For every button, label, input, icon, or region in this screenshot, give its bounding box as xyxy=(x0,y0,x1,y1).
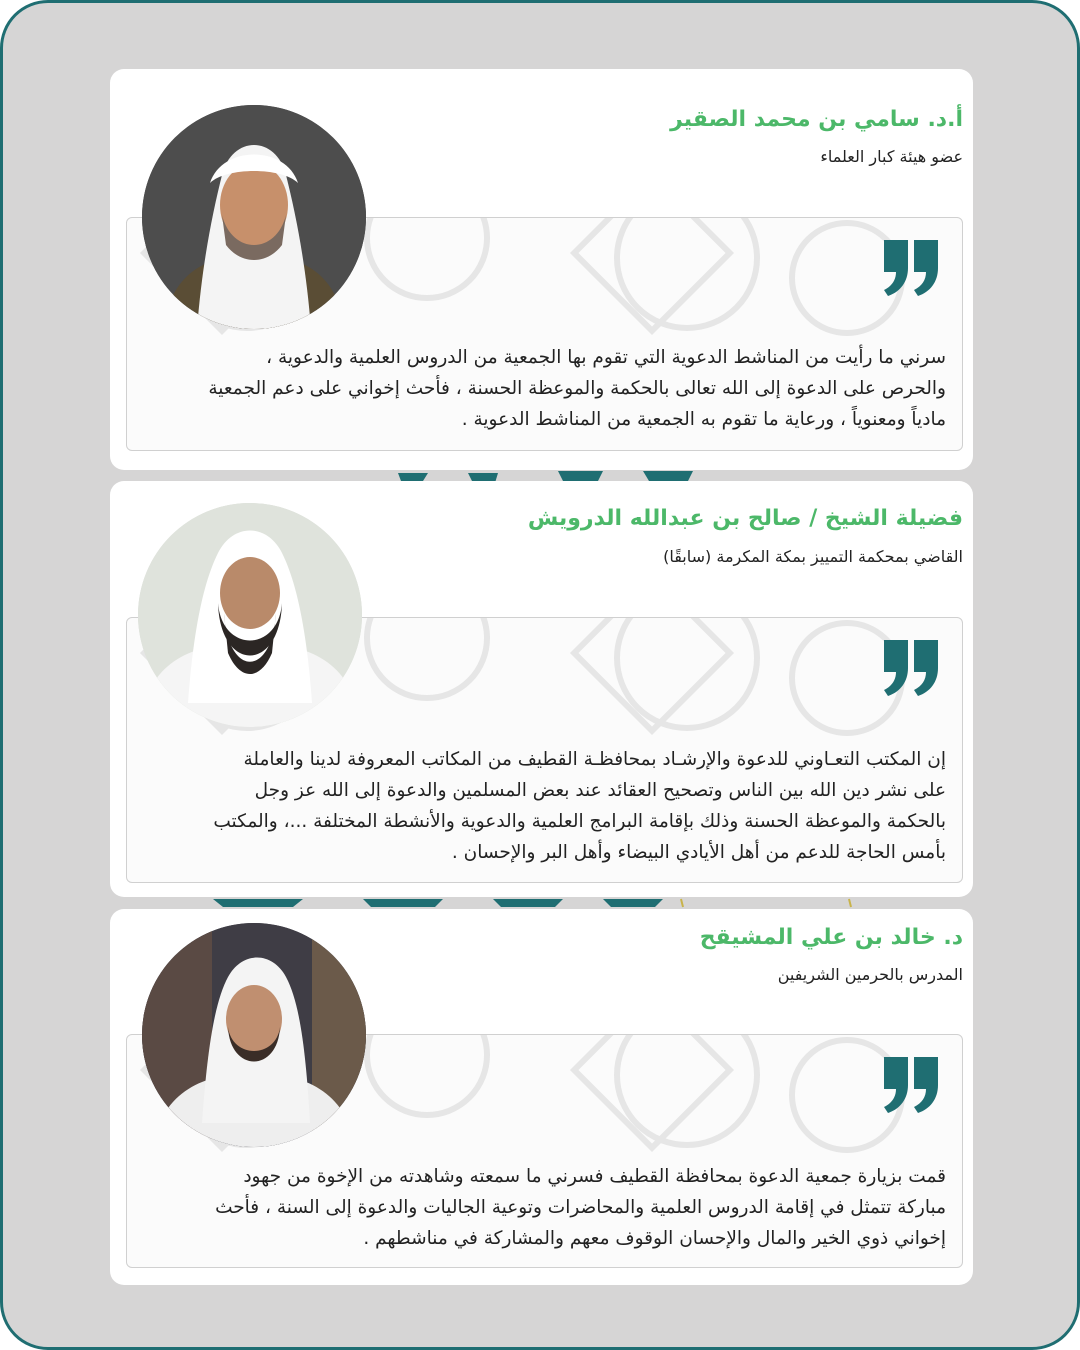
quote-line: مباركة تتمثل في إقامة الدروس العلمية والمحاضرات وتوعية الجاليات والدعوة إلى السنة ، فأحث xyxy=(215,1197,946,1218)
quote-line: إن المكتب التعـاوني للدعوة والإرشـاد بمحافظـة القطيف من المكاتب المعروفة لدينا والعاملة xyxy=(243,749,946,770)
scholar-portrait-icon xyxy=(142,923,366,1147)
scholar-avatar xyxy=(142,105,366,329)
quote-line: إخواني ذوي الخير والمال والإحسان الوقوف معهم والمشاركة في مناشطهم . xyxy=(363,1228,946,1249)
quote-line: بأمس الحاجة للدعم من أهل الأيادي البيضاء وأهل البر والإحسان . xyxy=(451,842,946,863)
scholar-title: المدرس بالحرمين الشريفين xyxy=(777,965,963,984)
quote-mark-icon xyxy=(878,1057,942,1113)
quote-text xyxy=(145,1161,946,1254)
scholar-avatar xyxy=(138,503,362,727)
quote-mark-icon xyxy=(878,640,942,696)
quote-line: سرني ما رأيت من المناشط الدعوية التي تقوم بها الجمعية من الدروس العلمية والدعوية ، xyxy=(266,347,946,368)
testimonial-card xyxy=(110,909,973,1285)
scholar-portrait-icon xyxy=(142,105,366,329)
quote-line: على نشر دين الله بين الناس وتصحيح العقائد عند بعض المسلمين والدعوة إلى الله عز وجل xyxy=(254,780,946,801)
quote-line: والحرص على الدعوة إلى الله تعالى بالحكمة والموعظة الحسنة ، فأحث إخواني على دعم الجمعية xyxy=(208,378,946,399)
scholar-title: عضو هيئة كبار العلماء xyxy=(820,147,963,166)
quote-text xyxy=(145,342,946,435)
scholar-name: أ.د. سامي بن محمد الصقير xyxy=(670,107,963,132)
quote-line: بالحكمة والموعظة الحسنة وذلك بإقامة البرامج العلمية والدعوية والأنشطة المختلفة ...، والمكتب xyxy=(213,811,946,832)
scholar-portrait-icon xyxy=(138,503,362,727)
quote-text xyxy=(145,744,946,868)
scholar-avatar xyxy=(142,923,366,1147)
quote-line: مادياً ومعنوياً ، ورعاية ما تقوم به الجمعية من المناشط الدعوية . xyxy=(461,409,946,430)
scholar-name: فضيلة الشيخ / صالح بن عبدالله الدرويش xyxy=(527,506,963,531)
testimonial-card xyxy=(110,69,973,470)
quote-line: قمت بزيارة جمعية الدعوة بمحافظة القطيف فسرني ما سمعته وشاهدته من الإخوة من جهود xyxy=(243,1166,946,1187)
quote-mark-icon xyxy=(878,240,942,296)
testimonial-card xyxy=(110,481,973,897)
scholar-title: القاضي بمحكمة التمييز بمكة المكرمة (سابقًا) xyxy=(663,547,963,566)
scholar-name: د. خالد بن علي المشيقح xyxy=(699,925,963,950)
